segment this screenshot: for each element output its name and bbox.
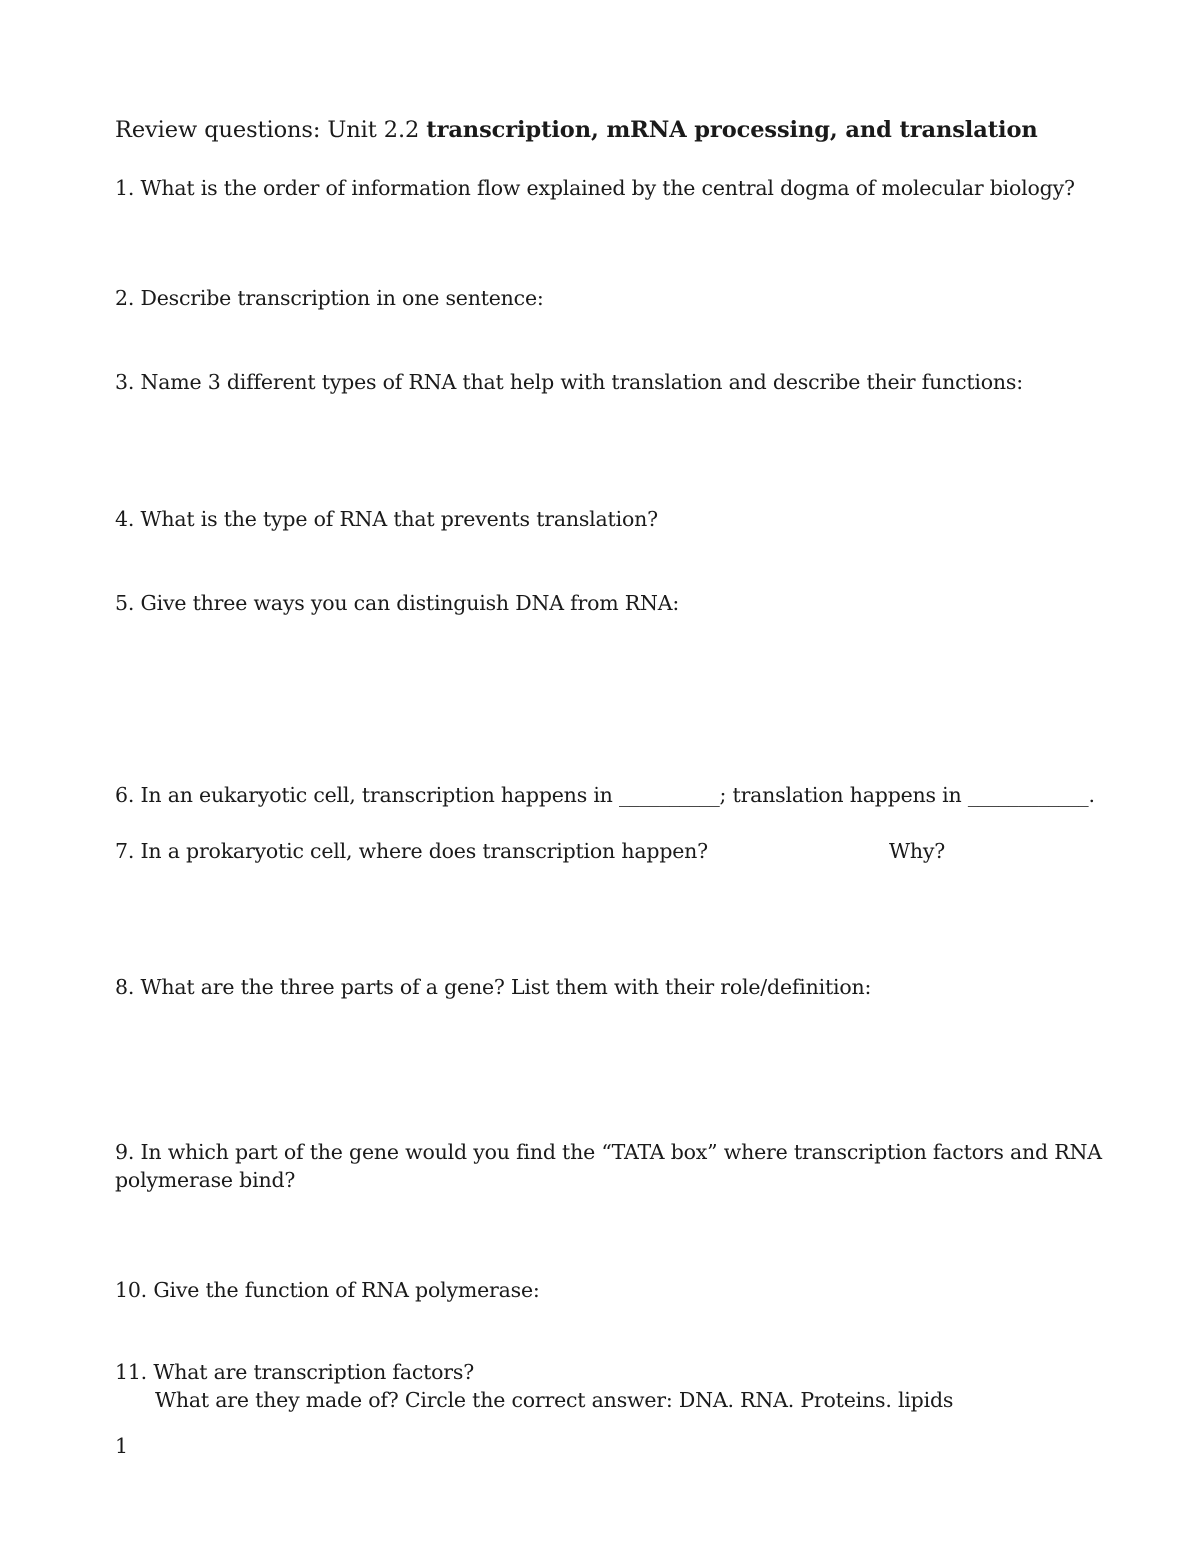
- question-8: 8. What are the three parts of a gene? List them with their role/definition:: [115, 975, 872, 999]
- question-7: [115, 837, 708, 865]
- question-6: 6. In an eukaryotic cell, transcription happens in __________; translation happens in ____________.: [115, 783, 1095, 807]
- question-3: 3. Name 3 different types of RNA that help with translation and describe their functions:: [115, 370, 1023, 394]
- question-1: 1. What is the order of information flow explained by the central dogma of molecular biology?: [115, 176, 1075, 200]
- question-11-line-2: What are they made of? Circle the correct answer: DNA. RNA. Proteins. lipids: [155, 1388, 954, 1412]
- question-7-text: 7. In a prokaryotic cell, where does transcription happen?: [115, 839, 708, 863]
- question-10: 10. Give the function of RNA polymerase:: [115, 1278, 540, 1302]
- question-2: 2. Describe transcription in one sentence:: [115, 286, 544, 310]
- question-9-line-2: polymerase bind?: [115, 1168, 296, 1192]
- question-4: 4. What is the type of RNA that prevents translation?: [115, 507, 658, 531]
- question-11-line-1: 11. What are transcription factors?: [115, 1360, 475, 1384]
- title-plain: Review questions: Unit 2.2: [115, 117, 427, 143]
- page-number: 1: [115, 1434, 128, 1458]
- page-title: [115, 116, 1038, 144]
- question-5: 5. Give three ways you can distinguish DNA from RNA:: [115, 591, 680, 615]
- title-bold: transcription, mRNA processing, and translation: [426, 117, 1038, 143]
- question-9-line-1: 9. In which part of the gene would you find the “TATA box” where transcription factors and RNA: [115, 1140, 1102, 1164]
- question-7-why: Why?: [889, 839, 946, 863]
